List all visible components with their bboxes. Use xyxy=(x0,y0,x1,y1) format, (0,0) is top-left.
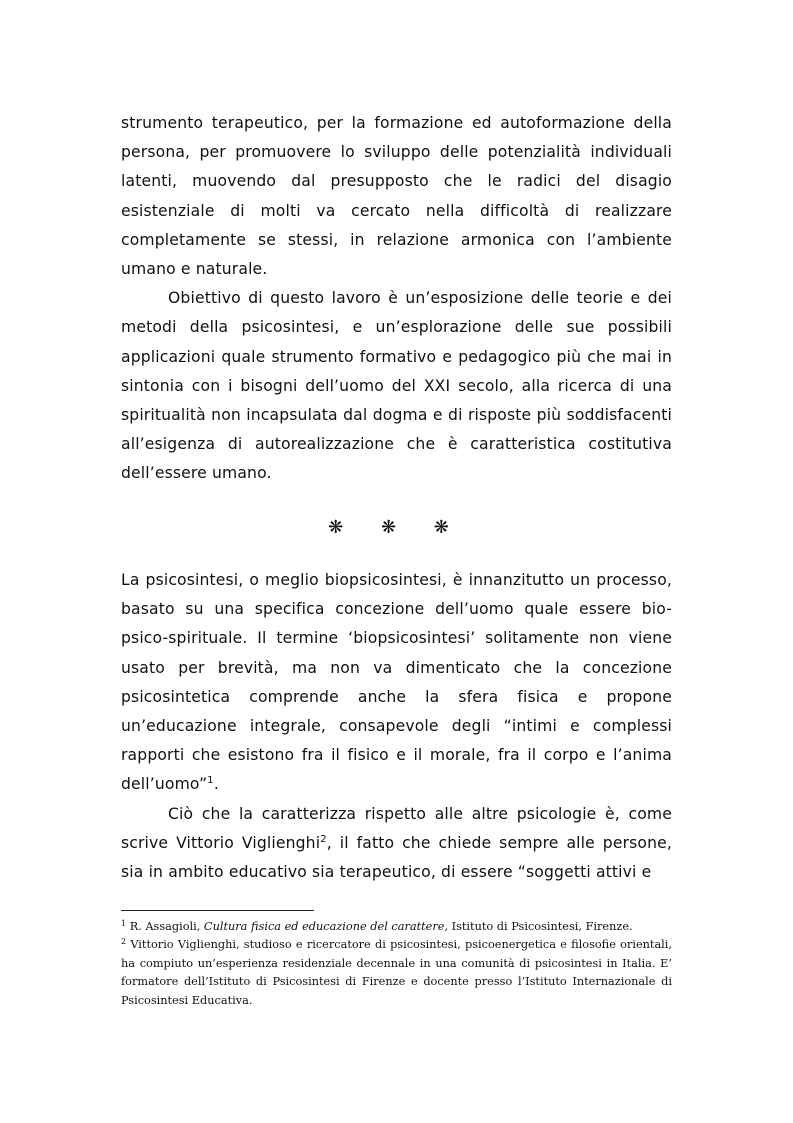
footnote-1 xyxy=(121,918,672,936)
paragraph-4 xyxy=(121,800,672,888)
paragraph-2: Obiettivo di questo lavoro è un’esposizione delle teorie e dei metodi della psicosintesi, e un’esplorazione delle sue possibili applicazioni quale strumento formativo e pedagogico più che mai in sintonia con i bisogni dell’uomo del XXI secolo, alla ricerca di una spiritualità non incapsulata dal dogma e di risposte più soddisfacenti all’esigenza di autorealizzazione che è caratteristica costitutiva dell’essere umano. xyxy=(121,289,672,483)
footnote-1-author: R. Assagioli, xyxy=(129,920,204,933)
footnote-1-number: 1 xyxy=(121,919,127,928)
section-separator: ❋ ❋ ❋ xyxy=(328,517,465,538)
footnote-1-title: Cultura fisica ed educazione del carattere xyxy=(203,920,445,933)
footnote-divider xyxy=(121,910,314,911)
footnote-2 xyxy=(121,936,672,1010)
paragraph-3-text: La psicosintesi, o meglio biopsicosintesi, è innanzitutto un processo, basato su una specifica concezione dell’uomo quale essere bio-psico-spirituale. Il termine ‘biopsicosintesi’ solitamente non viene usato per brevità, ma non va dimenticato che la concezione psicosintetica comprende anche la sfera fisica e propone un’educazione integrale, consapevole degli “intimi e complessi rapporti che esistono fra il fisico e il morale, fra il corpo e l’anima dell’uomo” xyxy=(121,571,672,794)
section-2 xyxy=(121,566,672,887)
footnote-1-publisher: , Istituto di Psicosintesi, Firenze. xyxy=(444,920,633,933)
footnote-2-number: 2 xyxy=(121,937,127,947)
footnote-2-text: Vittorio Viglienghi, studioso e ricercatore di psicosintesi, psicoenergetica e filosofie orientali, ha compiuto un’esperienza residenziale decennale in una comunità di psicosintesi in Italia. E’ formatore dell’Istituto di Psicosintesi di Firenze e docente presso l’Istituto Internazionale di Psicosintesi Educativa. xyxy=(121,938,672,1007)
paragraph-4-text-a: Ciò che la caratterizza rispetto alle altre psicologie è, come scrive Vittorio Viglienghi xyxy=(121,804,672,852)
paragraph-4-text-b: , il fatto che chiede sempre alle persone, sia in ambito educativo sia terapeutico, di essere “soggetti attivi e xyxy=(121,833,672,882)
footnotes xyxy=(121,918,672,1010)
paragraph-3-end: . xyxy=(213,775,219,794)
document-body xyxy=(121,109,672,882)
footnote-ref-1: 1 xyxy=(207,775,214,787)
paragraph-1: strumento terapeutico, per la formazione ed autoformazione della persona, per promuovere lo sviluppo delle potenzialità individuali latenti, muovendo dal presupposto che le radici del disagio esistenziale di molti va cercato nella difficoltà di realizzare completamente se stessi, in relazione armonica con l’ambiente umano e naturale. xyxy=(121,114,672,279)
paragraph-3 xyxy=(121,566,672,800)
footnote-ref-2: 2 xyxy=(320,833,327,845)
